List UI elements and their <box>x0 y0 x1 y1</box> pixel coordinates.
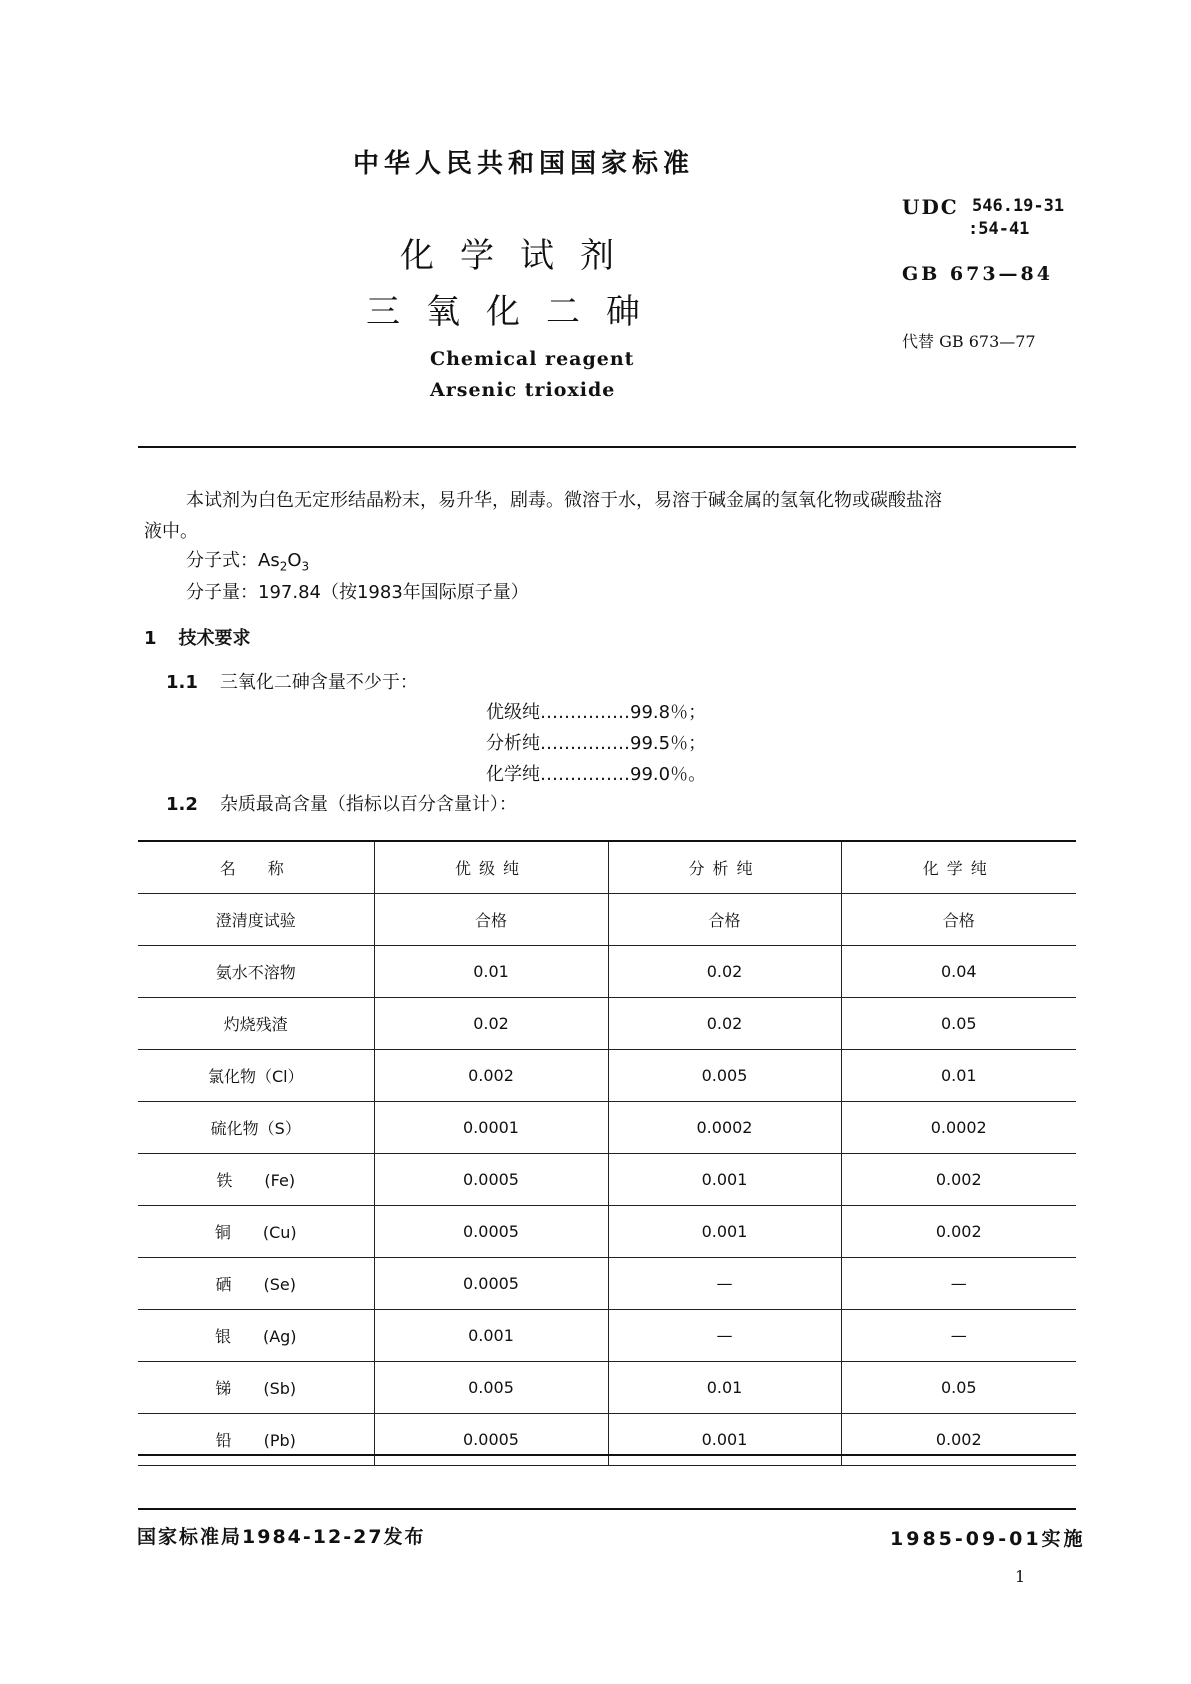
national-standard-heading: 中华人民共和国国家标准 <box>353 149 695 179</box>
impurity-table <box>138 842 1076 1466</box>
section-1-2 <box>166 790 517 816</box>
value-cp: 0.05 <box>841 1362 1076 1414</box>
value-gr: 0.0001 <box>374 1102 608 1154</box>
grade-guaranteed: 优级纯……………99.8％； <box>486 702 707 723</box>
section-1-title: 技术要求 <box>178 628 251 649</box>
value-gr: 0.0005 <box>374 1414 608 1466</box>
value-cp: 0.002 <box>841 1206 1076 1258</box>
issued-by-date: 国家标准局1984-12-27发布 <box>137 1526 426 1548</box>
table-bottom-rule <box>138 1454 1076 1456</box>
title-en-line2: Arsenic trioxide <box>430 379 616 401</box>
col-header-gr: 优级纯 <box>374 842 608 894</box>
section-1-2-number: 1.2 <box>166 794 198 815</box>
value-gr: 0.02 <box>374 998 608 1050</box>
value-cp: — <box>841 1310 1076 1362</box>
value-gr: 0.0005 <box>374 1154 608 1206</box>
table-header-row <box>138 842 1076 894</box>
effective-date: 1985-09-01实施 <box>890 1528 1086 1550</box>
formula-sub-2: 2 <box>279 559 288 574</box>
value-ar: 0.001 <box>608 1414 841 1466</box>
value-ar: 0.001 <box>608 1154 841 1206</box>
value-gr: 0.001 <box>374 1310 608 1362</box>
value-gr: 合格 <box>374 894 608 946</box>
formula-sub-3: 3 <box>301 559 310 574</box>
col-header-name: 名 称 <box>138 842 374 894</box>
item-name: 硒 (Se) <box>138 1258 374 1310</box>
value-ar: 0.02 <box>608 946 841 998</box>
col-header-ar: 分析纯 <box>608 842 841 894</box>
molecular-weight: 分子量：197.84（按1983年国际原子量） <box>186 582 529 603</box>
formula-as: As <box>258 550 280 571</box>
title-zh-line1: 化学试剂 <box>400 236 640 276</box>
item-name: 澄清度试验 <box>138 894 374 946</box>
title-en-line1: Chemical reagent <box>430 348 635 370</box>
value-cp: 0.002 <box>841 1414 1076 1466</box>
grade-chemical: 化学纯……………99.0％。 <box>486 764 707 785</box>
value-cp: 0.05 <box>841 998 1076 1050</box>
table-row <box>138 1102 1076 1154</box>
value-ar: 0.0002 <box>608 1102 841 1154</box>
section-1-number: 1 <box>144 628 157 649</box>
item-name: 硫化物（S） <box>138 1102 374 1154</box>
item-name: 氯化物（Cl） <box>138 1050 374 1102</box>
table-row <box>138 1362 1076 1414</box>
value-ar: 0.02 <box>608 998 841 1050</box>
section-1-1-number: 1.1 <box>166 672 198 693</box>
section-1-heading <box>144 624 251 650</box>
value-ar: — <box>608 1258 841 1310</box>
item-name: 铁 (Fe) <box>138 1154 374 1206</box>
section-1-2-text: 杂质最高含量（指标以百分含量计）： <box>219 794 517 815</box>
description-line2: 液中。 <box>144 521 198 542</box>
value-cp: 合格 <box>841 894 1076 946</box>
value-ar: 0.01 <box>608 1362 841 1414</box>
page-number: 1 <box>1015 1567 1026 1586</box>
table-row <box>138 1310 1076 1362</box>
item-name: 银 (Ag) <box>138 1310 374 1362</box>
value-cp: 0.04 <box>841 946 1076 998</box>
table-row <box>138 1050 1076 1102</box>
value-cp: — <box>841 1258 1076 1310</box>
table-row <box>138 1258 1076 1310</box>
item-name: 铅 (Pb) <box>138 1414 374 1466</box>
replaces-note: 代替 GB 673—77 <box>902 332 1036 351</box>
udc-value-2: :54-41 <box>968 219 1030 239</box>
standard-number: GB 673—84 <box>902 263 1054 285</box>
udc-label: UDC <box>902 195 959 219</box>
item-name: 铜 (Cu) <box>138 1206 374 1258</box>
section-1-1-text: 三氧化二砷含量不少于： <box>219 672 418 693</box>
title-zh-line2: 三氧化二砷 <box>366 292 666 332</box>
item-name: 锑 (Sb) <box>138 1362 374 1414</box>
value-gr: 0.002 <box>374 1050 608 1102</box>
value-gr: 0.0005 <box>374 1206 608 1258</box>
value-cp: 0.002 <box>841 1154 1076 1206</box>
value-cp: 0.0002 <box>841 1102 1076 1154</box>
value-ar: 0.005 <box>608 1050 841 1102</box>
formula-o: O <box>287 550 302 571</box>
item-name: 灼烧残渣 <box>138 998 374 1050</box>
value-ar: 0.001 <box>608 1206 841 1258</box>
item-name: 氨水不溶物 <box>138 946 374 998</box>
table-row <box>138 998 1076 1050</box>
header-divider <box>138 446 1076 448</box>
description-line1: 本试剂为白色无定形结晶粉末，易升华，剧毒。微溶于水，易溶于碱金属的氢氧化物或碳酸盐溶 <box>186 490 942 511</box>
table-row <box>138 894 1076 946</box>
table-row <box>138 1154 1076 1206</box>
molecular-formula <box>186 546 309 574</box>
formula-label: 分子式： <box>186 550 258 571</box>
table-row <box>138 1206 1076 1258</box>
value-gr: 0.0005 <box>374 1258 608 1310</box>
value-gr: 0.005 <box>374 1362 608 1414</box>
table-row <box>138 946 1076 998</box>
value-cp: 0.01 <box>841 1050 1076 1102</box>
value-ar: — <box>608 1310 841 1362</box>
footer-divider <box>138 1508 1076 1510</box>
udc-value-1: 546.19-31 <box>972 196 1065 216</box>
section-1-1 <box>166 668 418 694</box>
value-gr: 0.01 <box>374 946 608 998</box>
table-row <box>138 1414 1076 1466</box>
grade-analytical: 分析纯……………99.5％； <box>486 733 707 754</box>
col-header-cp: 化学纯 <box>841 842 1076 894</box>
value-ar: 合格 <box>608 894 841 946</box>
